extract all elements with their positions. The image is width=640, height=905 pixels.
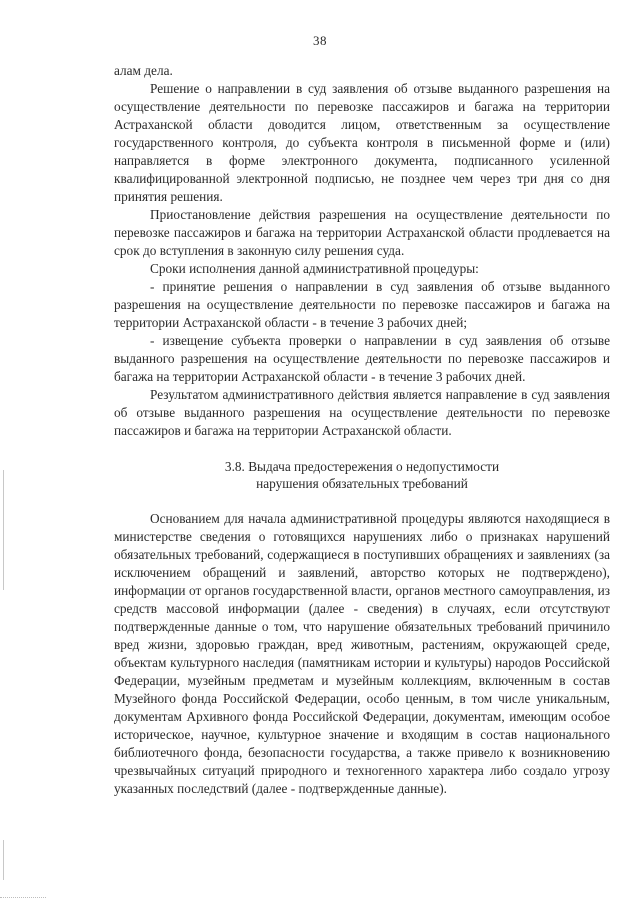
list-item-deadline-decision: - принятие решения о направлении в суд заявления об отзыве выданного разрешения на осуществление деятельности по перевозке пассажиров и багажа на территории Астраханской области - в течение 3 рабочих дней; [114,279,610,330]
page-number: 38 [313,33,327,48]
paragraph-result: Результатом административного действия является направление в суд заявления об отзыве выданного разрешения на осуществление деятельности по перевозке пассажиров и багажа на территории Астраханской области. [114,387,610,438]
section-heading-line-1: 3.8. Выдача предостережения о недопустимости [224,459,500,474]
list-item-deadline-notification: - извещение субъекта проверки о направлении в суд заявления об отзыве выданного разрешения на осуществление деятельности по перевозке пассажиров и багажа на территории Астраханской области - в течение 3 рабочих дней. [114,333,610,384]
paragraph-deadlines-intro: Сроки исполнения данной административной процедуры: [150,261,479,276]
scan-edge-mark-lower [3,840,4,880]
paragraph-continuation: алам дела. [114,63,173,78]
paragraph-decision-notice: Решение о направлении в суд заявления об отзыве выданного разрешения на осуществление деятельности по перевозке пассажиров и багажа на территории Астраханской области доводится лицом, ответственным за осуществление государственного контроля, до субъекта контроля в письменной форме и (или) направляется в форме электронного документа, подписанного усиленной квалифицированной электронной подписью, не позднее чем через три дня со дня принятия решения. [114,81,610,204]
section-body-paragraph: Основанием для начала административной процедуры являются находящиеся в министерстве сведения о готовящихся нарушениях либо о признаках нарушений обязательных требований, содержащиеся в поступивших обращениях и заявлениях (за исключением обращений и заявлений, авторство которых не подтверждено), информации от органов государственной власти, органов местного самоуправления, из средств массовой информации (далее - сведения) в случаях, если отсутствуют подтвержденные данные о том, что нарушение обязательных требований причинило вред жизни, здоровью граждан, вред животным, растениям, окружающей среде, объектам культурного наследия (памятникам истории и культуры) народов Российской Федерации, музейным предметам и музейным коллекциям, включенным в состав Музейного фонда Российской Федерации, особо ценным, в том числе уникальным, документам Архивного фонда Российской Федерации, документам, имеющим особое историческое, научное, культурное значение и входящим в состав национального библиотечного фонда, безопасности государства, а также привело к возникновению чрезвычайных ситуаций природного и техногенного характера либо создало угрозу указанных последствий (далее - подтвержденные данные). [114,511,610,796]
section-heading [114,458,610,492]
paragraph-suspension: Приостановление действия разрешения на осуществление деятельности по перевозке пассажиров и багажа на территории Астраханской области продлевается на срок до вступления в законную силу решения суда. [114,207,610,258]
scan-edge-mark [3,470,4,590]
document-body [114,62,610,798]
scan-dotted-line [0,897,46,899]
section-heading-line-2: нарушения обязательных требований [256,476,468,491]
